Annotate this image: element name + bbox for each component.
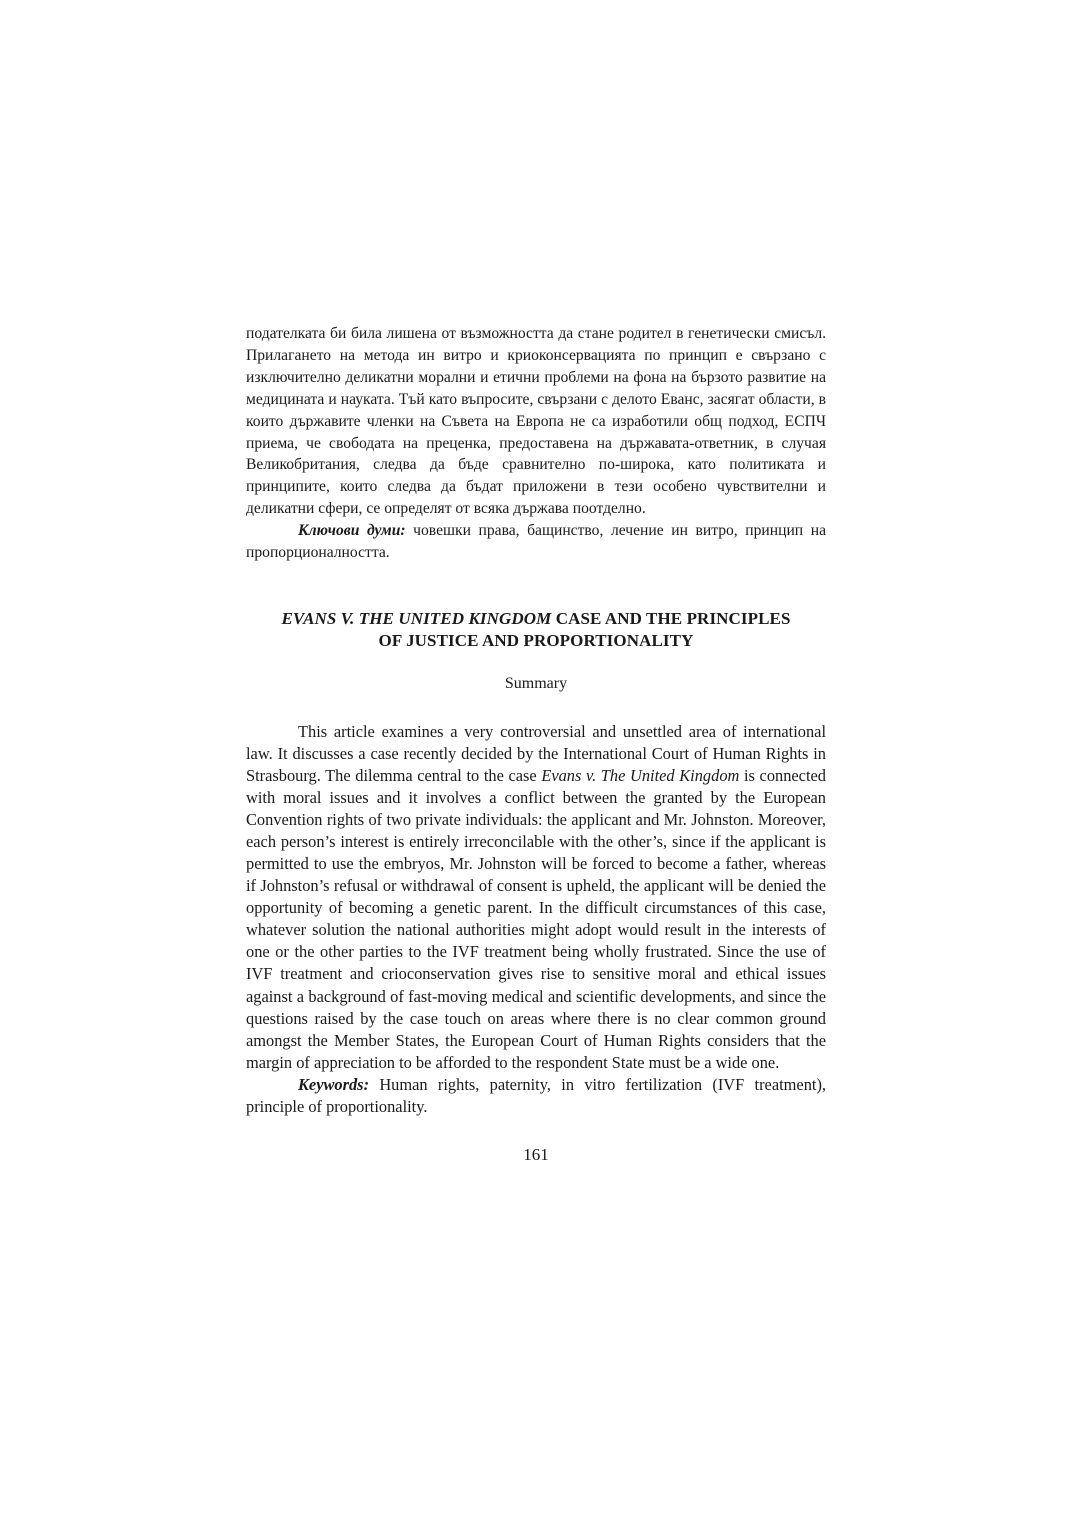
english-abstract-part-2: is connected with moral issues and it involves a conflict between the granted by the European Convention rights of two private individuals: the applicant and Mr. Johnston. Moreover, each person’s interest is entirely irreconcilable with the other’s, since if the applicant is permitted to use the embryos, Mr. Johnston will be forced to become a father, whereas if Johnston’s refusal or withdrawal of consent is upheld, the applicant will be denied the opportunity of becoming a genetic parent. In the difficult circumstances of this case, whatever solution the national authorities might adopt would result in the interests of one or the other parties to the IVF treatment being wholly frustrated. Since the use of IVF treatment and crioconservation gives rise to sensitive moral and ethical issues against a background of fast-moving medical and scientific developments, and since the questions raised by the case touch on areas where there is no clear common ground amongst the Member States, the European Court of Human Rights considers that the margin of appreciation to be afforded to the respondent State must be a wide one. [246, 766, 826, 1072]
english-abstract-part-1: This article examines a very controversial and unsettled area of international law. It discusses a case recently decided by the International Court of Human Rights in Strasbourg. The dilemma central to the case [246, 721, 826, 786]
bulgarian-keywords-text: човешки права, бащинство, лечение ин витро, принцип на пропорционалността. [246, 522, 826, 562]
summary-heading: Summary [504, 674, 568, 692]
english-title-case-name: EVANS V. THE UNITED KINGDOM [281, 608, 552, 628]
bulgarian-abstract-body: подателката би била лишена от възможността да стане родител в генетически смисъл. Прилагането на метода ин витро и криоконсервацията по принцип е свързано с изключително деликатни морални и етични проблеми на фона на бързото развитие на медицината и науката. Тъй като въпросите, свързани с делото Еванс, засягат области, в които държавите членки на Съвета на Европа не са изработили общ подход, ЕСПЧ приема, че свободата на преценка, предоставена на държавата-ответник, в случая Великобритания, следва да бъде сравнително по-широка, като политиката и принципите, които следва да бъдат приложени в тези особено чувствителни и деликатни сфери, се определят от всяка държава поотделно. [246, 325, 826, 518]
bulgarian-keywords [246, 520, 826, 564]
english-abstract [246, 721, 826, 1118]
english-abstract-body [246, 721, 826, 1074]
english-title-line-2: OF JUSTICE AND PROPORTIONALITY [378, 631, 694, 651]
english-keywords-text: Human rights, paternity, in vitro fertilization (IVF treatment), principle of proportionality. [246, 1074, 826, 1116]
english-keywords-label: Keywords: [298, 1074, 370, 1094]
english-title-line-1 [246, 608, 826, 631]
english-title [246, 608, 826, 653]
english-abstract-case-name: Evans v. The United Kingdom [541, 766, 740, 786]
english-keywords [246, 1074, 826, 1118]
page-content [246, 323, 826, 1166]
bulgarian-keywords-label: Ключови думи: [298, 522, 406, 540]
page-number: 161 [523, 1144, 549, 1164]
english-title-line-1-rest: CASE AND THE PRINCIPLES [551, 608, 791, 628]
